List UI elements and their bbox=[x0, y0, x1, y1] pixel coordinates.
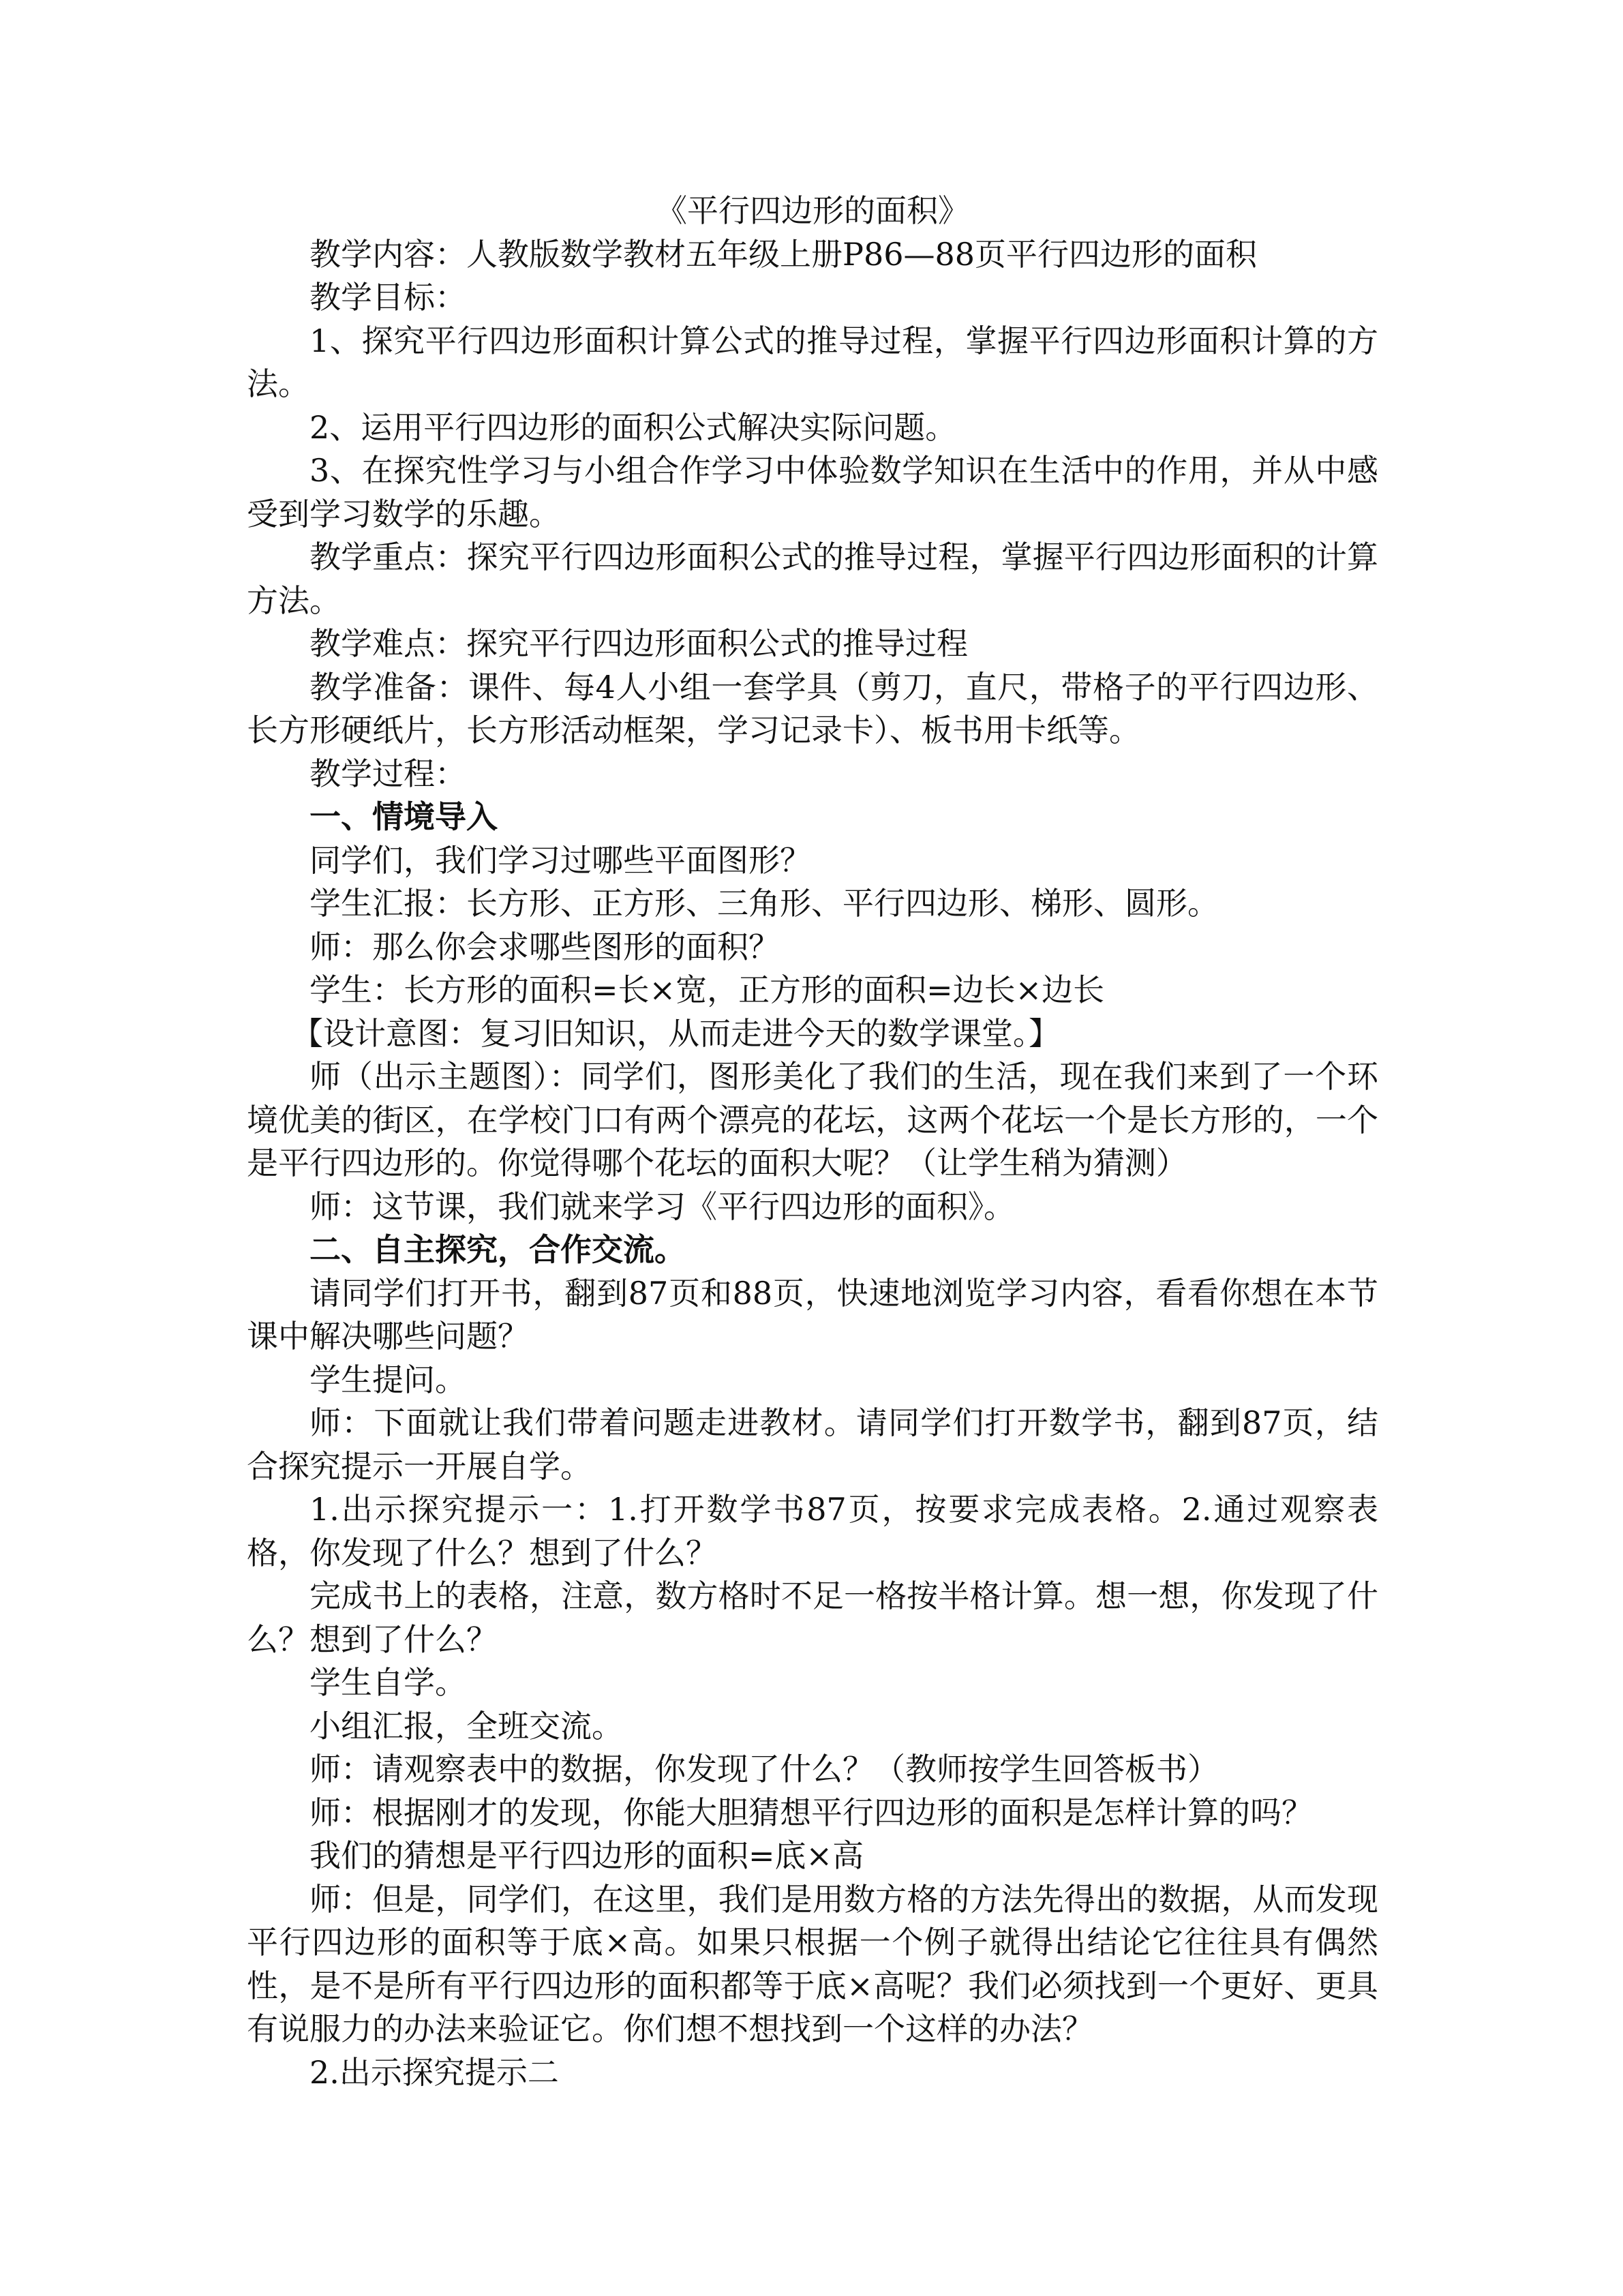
paragraph: 2.出示探究提示二 bbox=[309, 2053, 559, 2091]
teaching-difficulty: 教学难点：探究平行四边形面积公式的推导过程 bbox=[309, 625, 968, 662]
teaching-key-point: 教学重点：探究平行四边形面积公式的推导过程，掌握平行四边形面积的计算方法。 bbox=[247, 539, 1378, 619]
paragraph: 学生：长方形的面积=长×宽，正方形的面积=边长×边长 bbox=[309, 971, 1105, 1008]
paragraph: 师：那么你会求哪些图形的面积？ bbox=[309, 928, 780, 965]
paragraph: 师：但是，同学们，在这里，我们是用数方格的方法先得出的数据，从而发现平行四边形的面积等于底×高。如果只根据一个例子就得出结论它往往具有偶然性，是不是所有平行四边形的面积都等于底×高呢？我们必须找到一个更好、更具有说服力的办法来验证它。你们想不想找到一个这样的办法？ bbox=[247, 1880, 1378, 2047]
paragraph: 学生自学。 bbox=[309, 1664, 466, 1701]
paragraph: 师（出示主题图）：同学们，图形美化了我们的生活，现在我们来到了一个环境优美的街区，在学校门口有两个漂亮的花坛，这两个花坛一个是长方形的，一个是平行四边形的。你觉得哪个花坛的面积大呢？（让学生稍为猜测） bbox=[247, 1058, 1378, 1181]
paragraph: 请同学们打开书，翻到87页和88页，快速地浏览学习内容，看看你想在本节课中解决哪些问题？ bbox=[247, 1274, 1378, 1355]
paragraph: 师：根据刚才的发现，你能大胆猜想平行四边形的面积是怎样计算的吗？ bbox=[309, 1794, 1313, 1831]
paragraph: 师：这节课，我们就来学习《平行四边形的面积》。 bbox=[309, 1188, 1015, 1225]
paragraph: 师：下面就让我们带着问题走进教材。请同学们打开数学书，翻到87页，结合探究提示一开展自学。 bbox=[247, 1404, 1378, 1485]
paragraph: 完成书上的表格，注意，数方格时不足一格按半格计算。想一想，你发现了什么？想到了什么？ bbox=[247, 1577, 1378, 1658]
teaching-preparation: 教学准备：课件、每4人小组一套学具（剪刀，直尺，带格子的平行四边形、长方形硬纸片，长方形活动框架，学习记录卡）、板书用卡纸等。 bbox=[247, 668, 1378, 749]
teaching-content: 教学内容：人教版数学教材五年级上册P86—88页平行四边形的面积 bbox=[309, 235, 1258, 273]
goal-1: 1、探究平行四边形面积计算公式的推导过程，掌握平行四边形面积计算的方法。 bbox=[247, 322, 1378, 402]
paragraph: 小组汇报，全班交流。 bbox=[309, 1707, 623, 1744]
section-heading-1: 一、情境导入 bbox=[309, 798, 498, 835]
paragraph: 学生汇报：长方形、正方形、三角形、平行四边形、梯形、圆形。 bbox=[309, 885, 1219, 922]
paragraph: 师：请观察表中的数据，你发现了什么？（教师按学生回答板书） bbox=[309, 1751, 1219, 1787]
section-heading-2: 二、自主探究，合作交流。 bbox=[309, 1231, 686, 1268]
goal-3: 3、在探究性学习与小组合作学习中体验数学知识在生活中的作用，并从中感受到学习数学的乐趣。 bbox=[247, 452, 1378, 532]
document-body bbox=[247, 190, 1378, 2094]
document-title: 《平行四边形的面积》 bbox=[656, 192, 969, 229]
paragraph: 1.出示探究提示一：1.打开数学书87页，按要求完成表格。2.通过观察表格，你发现了什么？想到了什么？ bbox=[247, 1491, 1378, 1571]
paragraph: 学生提问。 bbox=[309, 1361, 466, 1398]
paragraph: 同学们，我们学习过哪些平面图形？ bbox=[309, 841, 811, 879]
teaching-goals-label: 教学目标： bbox=[309, 279, 466, 316]
design-intent: 【设计意图：复习旧知识，从而走进今天的数学课堂。】 bbox=[292, 1014, 1060, 1052]
goal-2: 2、运用平行四边形的面积公式解决实际问题。 bbox=[309, 408, 957, 446]
paragraph: 我们的猜想是平行四边形的面积=底×高 bbox=[309, 1837, 864, 1874]
teaching-process-label: 教学过程： bbox=[309, 755, 466, 792]
